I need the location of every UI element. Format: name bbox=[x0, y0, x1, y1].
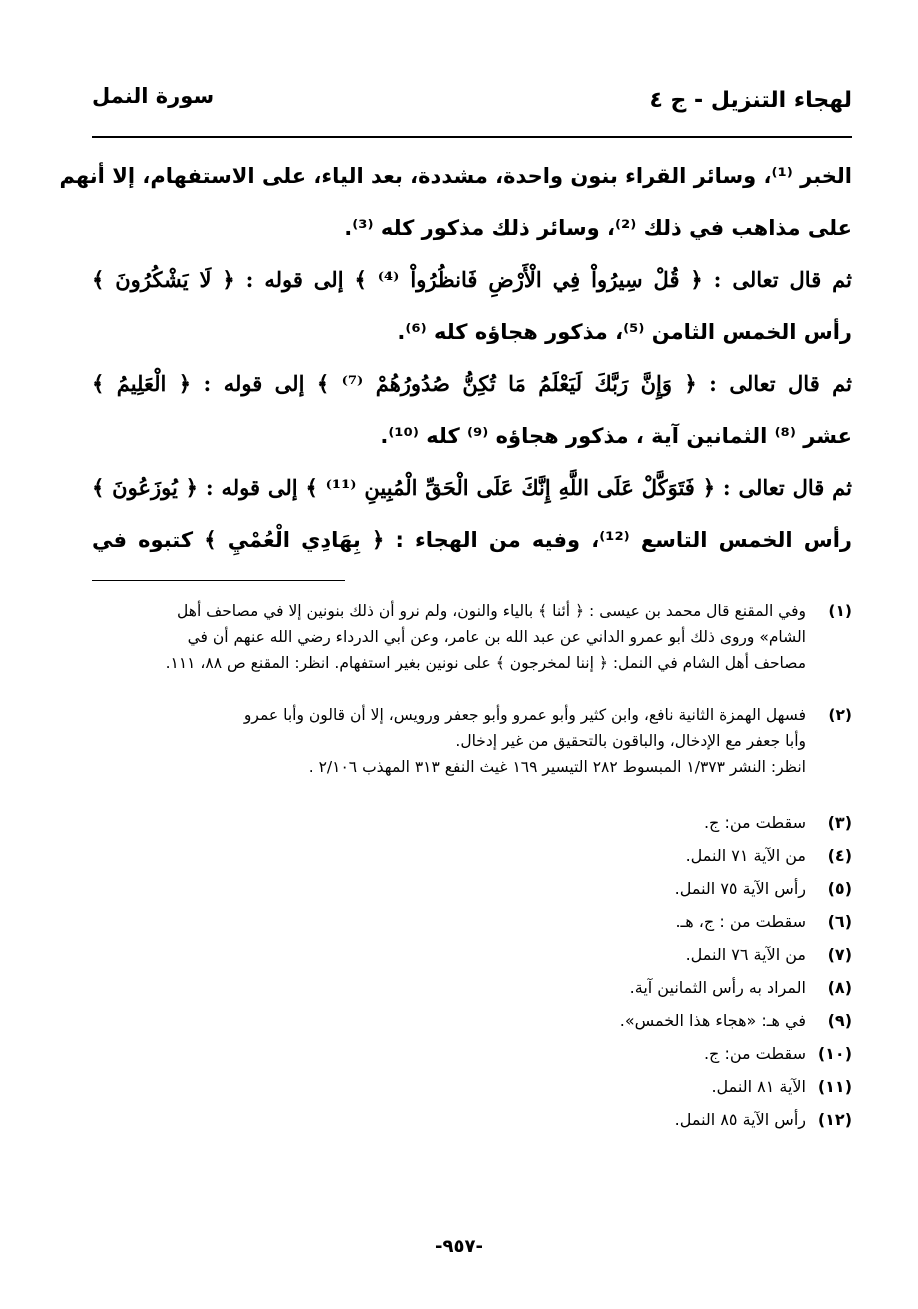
footnote-line: مصاحف أهل الشام في النمل: ﴿ إننا لمخرجون ﴾ على نونين بغير استفهام. انظر: المقنع ص ٨٨، ١١١. bbox=[165, 654, 806, 672]
footnote-number: (١٢) bbox=[817, 1110, 852, 1129]
footnote bbox=[80, 702, 852, 806]
footnote-number: (٢) bbox=[828, 706, 852, 724]
footnote bbox=[80, 971, 852, 1004]
footnote-number: (١١) bbox=[817, 1077, 852, 1096]
text-line: ثم قال تعالى : ﴿ فَتَوَكَّلْ عَلَى اللَّهِ إِنَّكَ عَلَى الْحَقِّ الْمُبِينِ ⁽¹¹⁾ ﴾ إلى قوله : ﴿ يُوزَعُونَ ﴾ bbox=[92, 475, 853, 500]
text-line: الخبر ⁽¹⁾، وسائر القراء بنون واحدة، مشددة، بعد الياء، على الاستفهام، إلا أنهم bbox=[59, 164, 852, 188]
footnote-line: وأبا جعفر مع الإدخال، والباقون بالتحقيق من غير إدخال. bbox=[455, 732, 806, 750]
footnote bbox=[80, 806, 852, 839]
footnote-number: (١) bbox=[828, 602, 852, 620]
footnote-number: (٣) bbox=[827, 813, 852, 832]
footnote-line: فسهل الهمزة الثانية نافع، وابن كثير وأبو عمرو وأبو جعفر ورويس، إلا أن قالون وأبا عمرو bbox=[243, 706, 806, 724]
footnote-line: في هـ: «هجاء هذا الخمس». bbox=[619, 1011, 806, 1030]
footnote-line: من الآية ٧١ النمل. bbox=[685, 846, 806, 865]
footnote-line: سقطت من : ج، هـ. bbox=[675, 912, 806, 931]
footnote-line: رأس الآية ٧٥ النمل. bbox=[674, 879, 806, 898]
footnote bbox=[80, 1103, 852, 1136]
text-line: ثم قال تعالى : ﴿ قُلْ سِيرُواْ فِي الْأَرْضِ فَانظُرُواْ ⁽⁴⁾ ﴾ إلى قوله : ﴿ لَا يَشْكُرُونَ ﴾ bbox=[92, 267, 852, 292]
text-line: عشر ⁽⁸⁾ الثمانين آية ، مذكور هجاؤه ⁽⁹⁾ كله ⁽¹⁰⁾. bbox=[380, 424, 852, 448]
surah-name: سورة النمل bbox=[92, 84, 215, 108]
text-line: ثم قال تعالى : ﴿ وَإِنَّ رَبَّكَ لَيَعْلَمُ مَا تُكِنُّ صُدُورُهُمْ ⁽⁷⁾ ﴾ إلى قوله : ﴿ الْعَلِيمُ ﴾ bbox=[92, 371, 852, 396]
footnote-line: المراد به رأس الثمانين آية. bbox=[629, 978, 806, 997]
text-line: رأس الخمس التاسع ⁽¹²⁾، وفيه من الهجاء : ﴿ بِهَادِي الْعُمْيِ ﴾ كتبوه في bbox=[92, 528, 852, 552]
footnote-number: (٨) bbox=[827, 978, 852, 997]
main-text bbox=[59, 150, 853, 566]
text-line: رأس الخمس الثامن ⁽⁵⁾، مذكور هجاؤه كله ⁽⁶⁾. bbox=[397, 320, 852, 344]
book-title: لهجاء التنزيل - ج ٤ bbox=[649, 88, 852, 113]
footnote-number: (١٠) bbox=[817, 1044, 852, 1063]
footnote bbox=[80, 1070, 852, 1103]
footnote-line: انظر: النشر ١/٣٧٣ المبسوط ٢٨٢ التيسير ١٦٩ غيث النفع ٣١٣ المهذب ٢/١٠٦ . bbox=[308, 758, 806, 776]
footnotes bbox=[80, 598, 852, 1136]
footnote-separator bbox=[92, 580, 345, 581]
footnote-number: (٧) bbox=[827, 945, 852, 964]
footnote bbox=[80, 905, 852, 938]
page-header bbox=[92, 78, 852, 130]
footnote-line: وفي المقنع قال محمد بن عيسى : ﴿ أئنا ﴾ بالياء والنون، ولم نرو أن ذلك بنونين إلا في مصاحف أهل bbox=[177, 602, 806, 620]
footnote bbox=[80, 1004, 852, 1037]
footnote bbox=[80, 839, 852, 872]
footnote-line: الآية ٨١ النمل. bbox=[711, 1077, 806, 1096]
text-line: على مذاهب في ذلك ⁽²⁾، وسائر ذلك مذكور كله ⁽³⁾. bbox=[344, 216, 852, 240]
footnote bbox=[80, 872, 852, 905]
header-rule bbox=[92, 136, 852, 138]
footnote-line: الشام» وروى ذلك أبو عمرو الداني عن عبد الله بن عامر، وعن أبي الدرداء رضي الله عنهم أن في bbox=[187, 628, 806, 646]
footnote-number: (٤) bbox=[827, 846, 852, 865]
footnote bbox=[80, 1037, 852, 1070]
footnote-number: (٥) bbox=[827, 879, 852, 898]
page-number: -٩٥٧- bbox=[435, 1236, 483, 1257]
footnote bbox=[80, 938, 852, 971]
footnote bbox=[80, 598, 852, 702]
footnote-line: من الآية ٧٦ النمل. bbox=[685, 945, 806, 964]
footnote-number: (٦) bbox=[827, 912, 852, 931]
footnote-line: سقطت من: ج. bbox=[703, 813, 806, 832]
footnote-number: (٩) bbox=[827, 1011, 852, 1030]
footnote-line: رأس الآية ٨٥ النمل. bbox=[674, 1110, 806, 1129]
footnote-line: سقطت من: ج. bbox=[703, 1044, 806, 1063]
